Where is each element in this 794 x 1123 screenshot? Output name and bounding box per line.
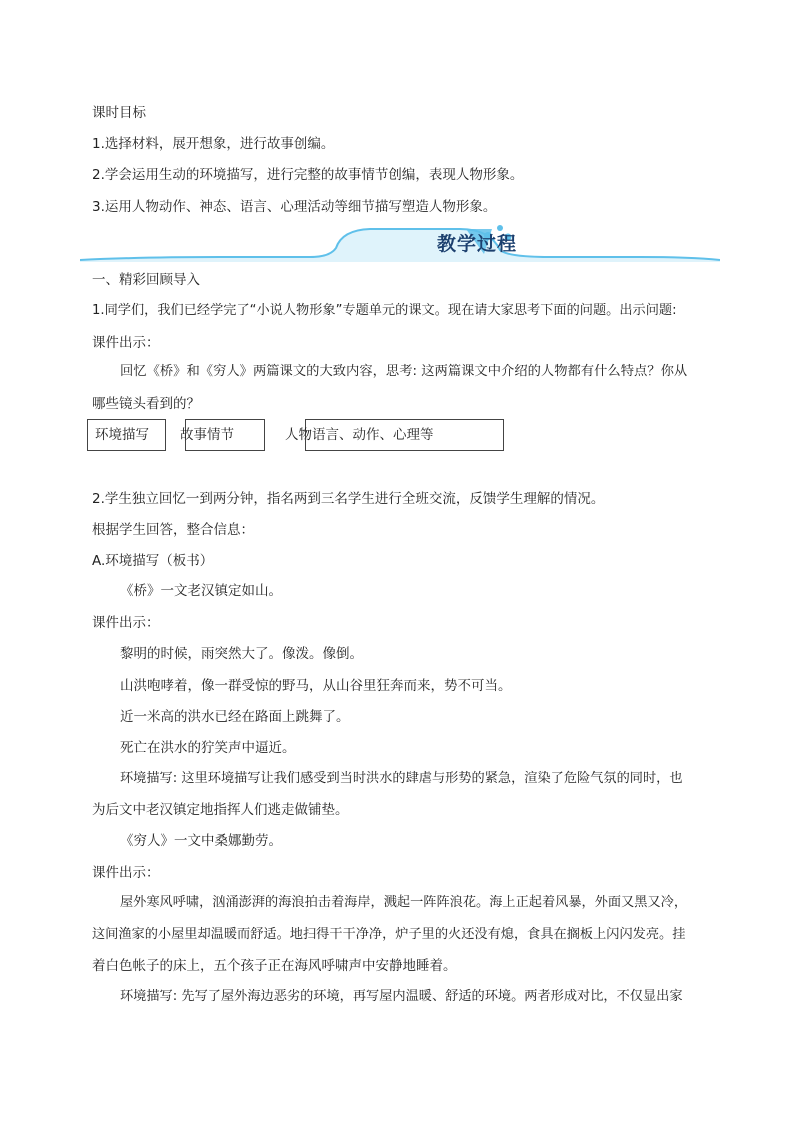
banner-title: 教学过程 [436, 233, 517, 255]
qiao-analysis-line-1: 环境描写: 这里环境描写让我们感受到当时洪水的肆虐与形势的紧急，渲染了危险气氛的同时，也 [120, 771, 683, 786]
box-character-label: 人物语言、动作、心理等 [285, 427, 434, 443]
qiao-quote-4: 死亡在洪水的狞笑声中逼近。 [120, 740, 296, 756]
question-line-2: 哪些镜头看到的？ [92, 396, 200, 412]
objective-item-3: 3.运用人物动作、神态、语言、心理活动等细节描写塑造人物形象。 [92, 199, 497, 215]
section-heading: 一、精彩回顾导入 [92, 272, 200, 288]
qiongren-quote-line-2: 这间渔家的小屋里却温暖而舒适。地扫得干干净净，炉子里的火还没有熄，食具在搁板上闪闪发亮。挂 [92, 927, 686, 942]
qiao-quote-3: 近一米高的洪水已经在路面上跳舞了。 [120, 709, 350, 725]
qiongren-title: 《穷人》一文中桑娜勤劳。 [120, 833, 282, 849]
qiongren-quote-line-1: 屋外寒风呼啸，汹涌澎湃的海浪拍击着海岸，溅起一阵阵浪花。海上正起着风暴，外面又黑又冷， [120, 895, 688, 910]
objectives-heading: 课时目标 [92, 105, 146, 121]
qiao-quote-1: 黎明的时候，雨突然大了。像泼。像倒。 [120, 646, 363, 662]
courseware-label-2: 课件出示： [92, 615, 160, 631]
paragraph-3: 根据学生回答，整合信息： [92, 522, 254, 538]
objective-item-1: 1.选择材料，展开想象，进行故事创编。 [92, 136, 335, 152]
qiongren-quote-line-3: 着白色帐子的床上，五个孩子正在海风呼啸声中安静地睡着。 [92, 958, 457, 974]
qiao-analysis-line-2: 为后文中老汉镇定地指挥人们逃走做铺垫。 [92, 802, 349, 818]
courseware-label: 课件出示： [92, 335, 160, 351]
qiao-quote-2: 山洪咆哮着，像一群受惊的野马，从山谷里狂奔而来，势不可当。 [120, 678, 512, 694]
paragraph-2: 2.学生独立回忆一到两分钟，指名两到三名学生进行全班交流，反馈学生理解的情况。 [92, 491, 605, 507]
courseware-label-3: 课件出示： [92, 865, 160, 881]
qiongren-analysis-line-1: 环境描写: 先写了屋外海边恶劣的环境，再写屋内温暖、舒适的环境。两者形成对比，不仅显出家 [120, 989, 683, 1004]
qiao-title: 《桥》一文老汉镇定如山。 [120, 583, 282, 599]
section-banner [80, 224, 720, 266]
subheading-a: A.环境描写（板书） [92, 553, 214, 569]
box-environment-label: 环境描写 [95, 427, 149, 443]
question-line-1: 回忆《桥》和《穷人》两篇课文的大致内容，思考: 这两篇课文中介绍的人物都有什么特点？你从 [120, 364, 688, 379]
paragraph-1: 1.同学们，我们已经学完了“小说人物形象”专题单元的课文。现在请大家思考下面的问题。出示问题: [92, 303, 677, 318]
box-plot-label: 故事情节 [180, 427, 234, 443]
objective-item-2: 2.学会运用生动的环境描写，进行完整的故事情节创编，表现人物形象。 [92, 167, 524, 183]
